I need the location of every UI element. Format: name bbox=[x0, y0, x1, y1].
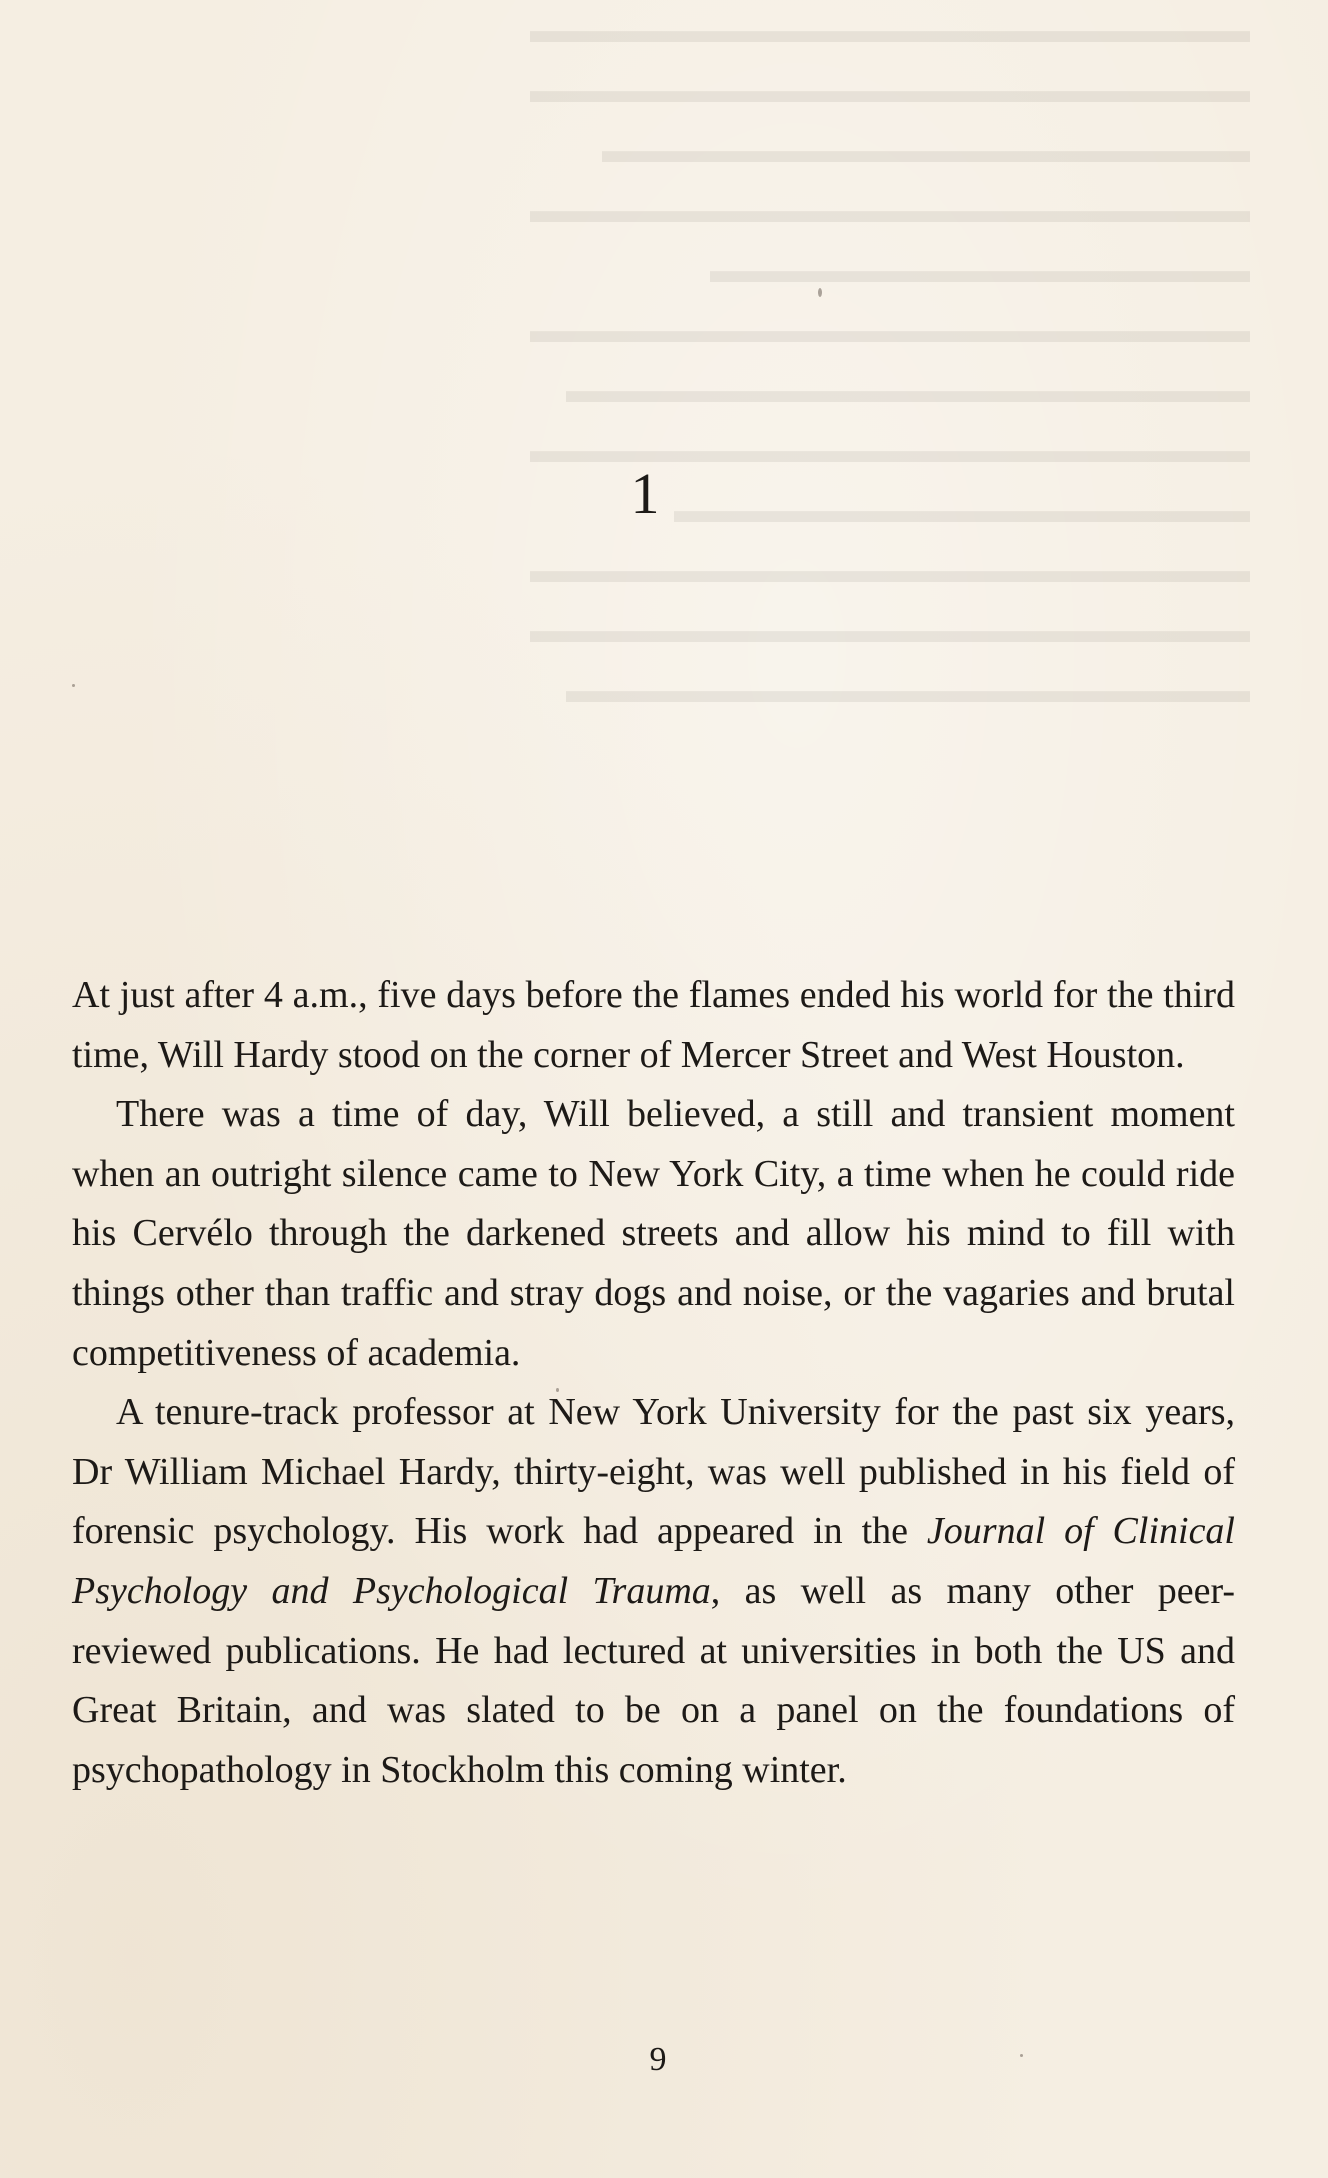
page-number: 9 bbox=[649, 2041, 667, 2078]
paper-speck bbox=[818, 288, 822, 297]
chapter-body bbox=[72, 966, 1235, 1800]
paragraph-3 bbox=[72, 1383, 1235, 1800]
journal-title: Journal of Clinical Psychology and Psychological Trauma bbox=[72, 1510, 1235, 1612]
paragraph-3-text-start: A tenure-track professor at New York University for the past six years, Dr William Michael Hardy, thirty-eight, was well published in his field of forensic psychology. His work had appeared in the bbox=[72, 1391, 1235, 1553]
chapter-number: 1 bbox=[630, 460, 660, 526]
show-through-texture: ▬▬▬▬▬▬▬▬▬▬▬▬▬▬▬▬▬▬▬▬ ▬▬▬▬▬▬▬▬▬▬▬▬▬▬▬▬▬▬▬▬ ▬▬▬▬▬▬▬▬▬▬▬▬▬▬▬▬▬▬ ▬▬▬▬▬▬▬▬▬▬▬▬▬▬▬▬▬▬▬▬ ▬▬▬▬▬▬▬▬▬▬▬▬▬▬▬ ▬▬▬▬▬▬▬▬▬▬▬▬▬▬▬▬▬▬▬▬ ▬▬▬▬▬▬▬▬▬▬▬▬▬▬▬▬▬▬▬ ▬▬▬▬▬▬▬▬▬▬▬▬▬▬▬▬▬▬▬▬ ▬▬▬▬▬▬▬▬▬▬▬▬▬▬▬▬ ▬▬▬▬▬▬▬▬▬▬▬▬▬▬▬▬▬▬▬▬ ▬▬▬▬▬▬▬▬▬▬▬▬▬▬▬▬▬▬▬▬ ▬▬▬▬▬▬▬▬▬▬▬▬▬▬▬▬▬▬▬ bbox=[530, 10, 1250, 710]
paragraph-3-text-end: , as well as many other peer-reviewed publications. He had lectured at universities in both the US and Great Britain, and was slated to be on a panel on the foundations of psychopathology in Stockholm this coming winter. bbox=[72, 1569, 1235, 1791]
paragraph-1: At just after 4 a.m., five days before the flames ended his world for the third time, Will Hardy stood on the corner of Mercer Street and West Houston. bbox=[72, 974, 1235, 1076]
paper-speck bbox=[72, 684, 75, 687]
paragraph-2: There was a time of day, Will believed, a still and transient moment when an outright silence came to New York City, a time when he could ride his Cervélo through the darkened streets and allow his mind to fill with things other than traffic and stray dogs and noise, or the vagaries and brutal competitiveness of academia. bbox=[72, 1093, 1235, 1374]
